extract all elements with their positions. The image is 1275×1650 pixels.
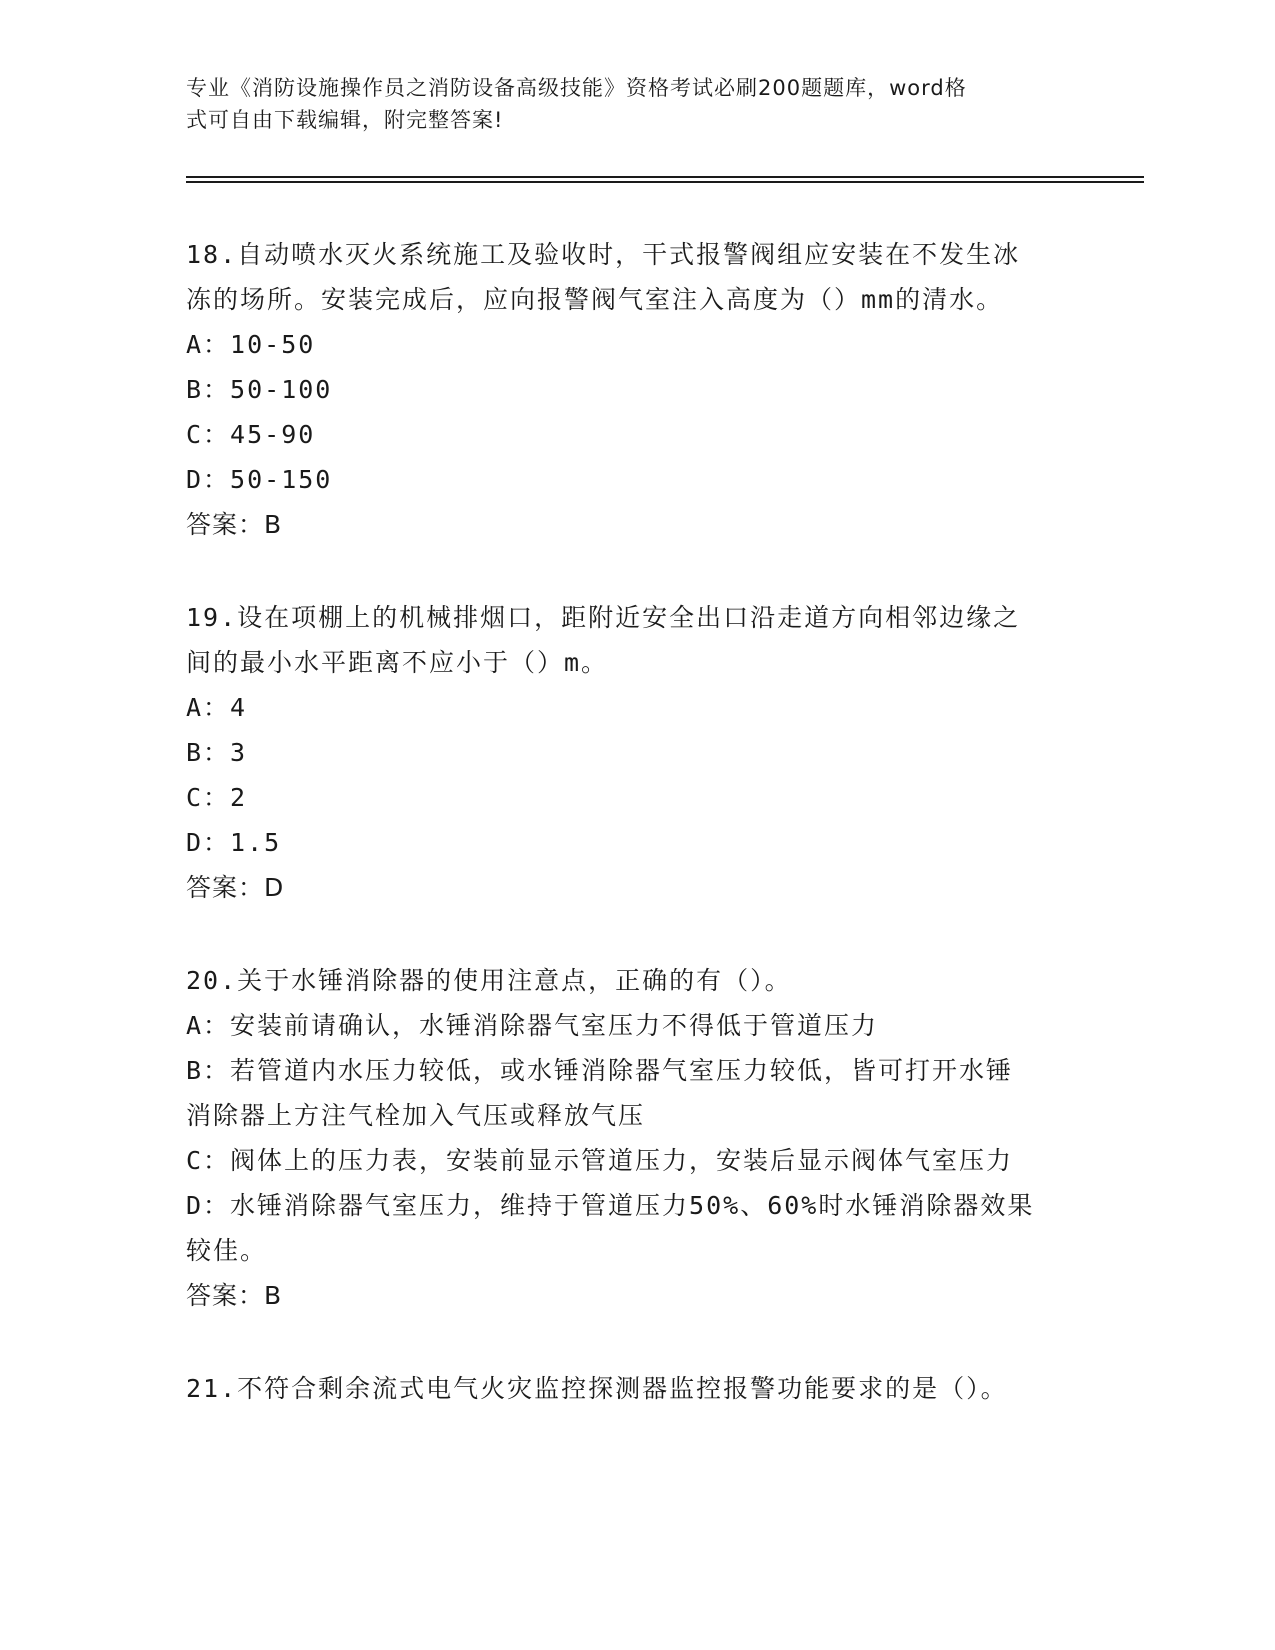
- question-stem-line: 21.不符合剩余流式电气火灾监控探测器监控报警功能要求的是（）。: [186, 1374, 1008, 1403]
- answer-label: 答案：B: [186, 1281, 283, 1310]
- option-d: D：1.5: [186, 828, 282, 857]
- option-a: A：安装前请确认，水锤消除器气室压力不得低于管道压力: [186, 1011, 879, 1040]
- option-d: D：水锤消除器气室压力，维持于管道压力50%、60%时水锤消除器效果: [186, 1191, 1035, 1220]
- option-c: C：45-90: [186, 420, 316, 449]
- answer-label: 答案：B: [186, 510, 283, 539]
- question-stem-line: 冻的场所。安装完成后，应向报警阀气室注入高度为（）mm的清水。: [186, 285, 1004, 314]
- option-b-continued: 消除器上方注气栓加入气压或释放气压: [186, 1101, 646, 1130]
- question-20: [186, 958, 1086, 1318]
- question-stem-line: 20.关于水锤消除器的使用注意点，正确的有（）。: [186, 966, 792, 995]
- option-b: B：50-100: [186, 375, 333, 404]
- option-a: A：4: [186, 693, 248, 722]
- option-c: C：2: [186, 783, 248, 812]
- header-line-1: 专业《消防设施操作员之消防设备高级技能》资格考试必刷200题题库，word格: [186, 76, 967, 100]
- question-21: [186, 1366, 1086, 1411]
- question-stem-line: 18.自动喷水灭火系统施工及验收时，干式报警阀组应安装在不发生冰: [186, 240, 1021, 269]
- answer-label: 答案：D: [186, 873, 285, 902]
- option-a: A：10-50: [186, 330, 316, 359]
- option-d-continued: 较佳。: [186, 1236, 268, 1265]
- question-stem-line: 间的最小水平距离不应小于（）m。: [186, 648, 609, 677]
- option-b: B：3: [186, 738, 248, 767]
- question-stem-line: 19.设在项棚上的机械排烟口，距附近安全出口沿走道方向相邻边缘之: [186, 603, 1021, 632]
- header-divider-bottom: [186, 181, 1144, 183]
- question-19: [186, 595, 1086, 910]
- header-divider-top: [186, 176, 1144, 178]
- header-line-2: 式可自由下载编辑，附完整答案!: [186, 108, 504, 132]
- question-18: [186, 232, 1086, 547]
- document-header: [186, 72, 1066, 136]
- option-b: B：若管道内水压力较低，或水锤消除器气室压力较低，皆可打开水锤: [186, 1056, 1014, 1085]
- option-d: D：50-150: [186, 465, 333, 494]
- option-c: C：阀体上的压力表，安装前显示管道压力，安装后显示阀体气室压力: [186, 1146, 1014, 1175]
